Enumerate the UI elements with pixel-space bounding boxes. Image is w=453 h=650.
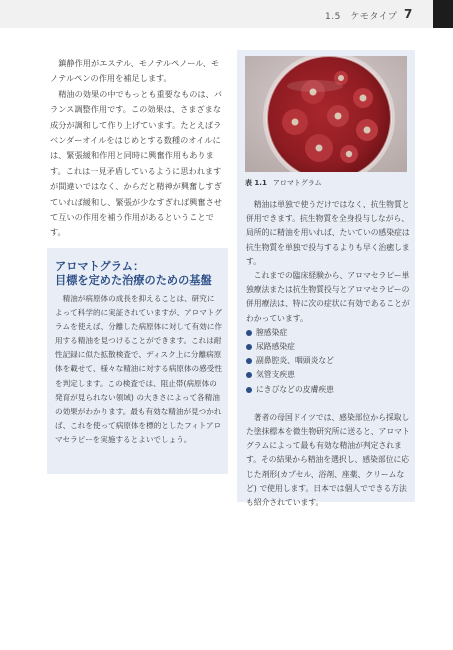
chapter-tab [433,0,453,28]
callout-body: 精油が病原体の成長を抑えることは、研究によって科学的に実証されていますが、アロマトグラムを使えば、分離した病原体に対して有効に作用する精油を見つけることができます。これは耐性記録に似た拡散検査で、ディスク上に分離病原体を載せて、様々な精油に対する病原体の感受性を判定します。この検査では、阻止帯(病原体の発育が見られない領域) の大きさによって各精油の効果がわかります。最も有効な精油が見つかれば、これを使って病原体を標的としたフィトアロマセラピーを実施するとよいでしょう。 [55,294,222,444]
page-number: 7 [404,7,413,21]
paragraph: 精油の効果の中でもっとも重要なものは、バランス調整作用です。この効果は、さまざまな成分が調和して作り上げています。たとえばラベンダーオイルをはじめとする数種のオイルには、緊張緩和作用と同時に興奮作用もあります。これは一見矛盾しているように思われますが間違いではなく、からだと精神が興奮しすぎていれば緩和し、緊張が少なすぎれば興奮させて互いの作用を補う作用があるということです。 [50,88,222,238]
spacer [246,397,411,411]
paragraph: これまでの臨床経験から、アロマセラピー単独療法または抗生物質投与とアロマセラピーの併用療法は、特に次の症状に有効であることがわかっています。 [246,271,410,323]
paragraph: 鎮静作用がエステル、モノテルペノール、モノテルペンの作用を補足します。 [50,58,220,84]
figure-caption [245,178,322,188]
callout-title-line: 目標を定めた治療のための基盤 [55,274,212,287]
list-item: にきびなどの皮膚疾患 [246,383,411,397]
paragraph: 精油は単独で使うだけではなく、抗生物質と併用できます。抗生物質を全身投与しながら、局所的に精油を用いれば、たいていの感染症は抗生物質を単独で投与するよりも早く治癒します。 [246,200,410,266]
callout-title [55,260,212,288]
petri-dish-photo [245,56,407,172]
list-item: 副鼻腔炎、咽頭炎など [246,354,411,368]
paragraph: 著者の母国ドイツでは、感染部位から採取した塗抹標本を微生物研究所に送ると、アロマトグラムによって最も有効な精油が判定されます。その結果から精油を選択し、感染部位に応じた剤形(カプセル、浴剤、座薬、クリームなど) で使用します。日本では個人でできる方法も紹介されています。 [246,412,410,508]
figure-label: 表 1.1 [245,179,267,187]
list-item: 尿路感染症 [246,340,411,354]
callout-title-line: アロマトグラム： [55,260,145,273]
petri-dish-image [245,56,407,172]
right-column-panel [237,50,415,508]
aromatogram-callout-box [47,248,228,474]
section-title: 1.5 ケモタイプ [325,12,398,22]
figure-caption-text: アロマトグラム [272,179,322,187]
running-header [0,0,453,28]
left-column [50,56,225,241]
indication-list [246,326,411,397]
right-column-text [246,198,411,510]
list-item: 膣感染症 [246,326,411,340]
list-item: 気管支疾患 [246,368,411,382]
